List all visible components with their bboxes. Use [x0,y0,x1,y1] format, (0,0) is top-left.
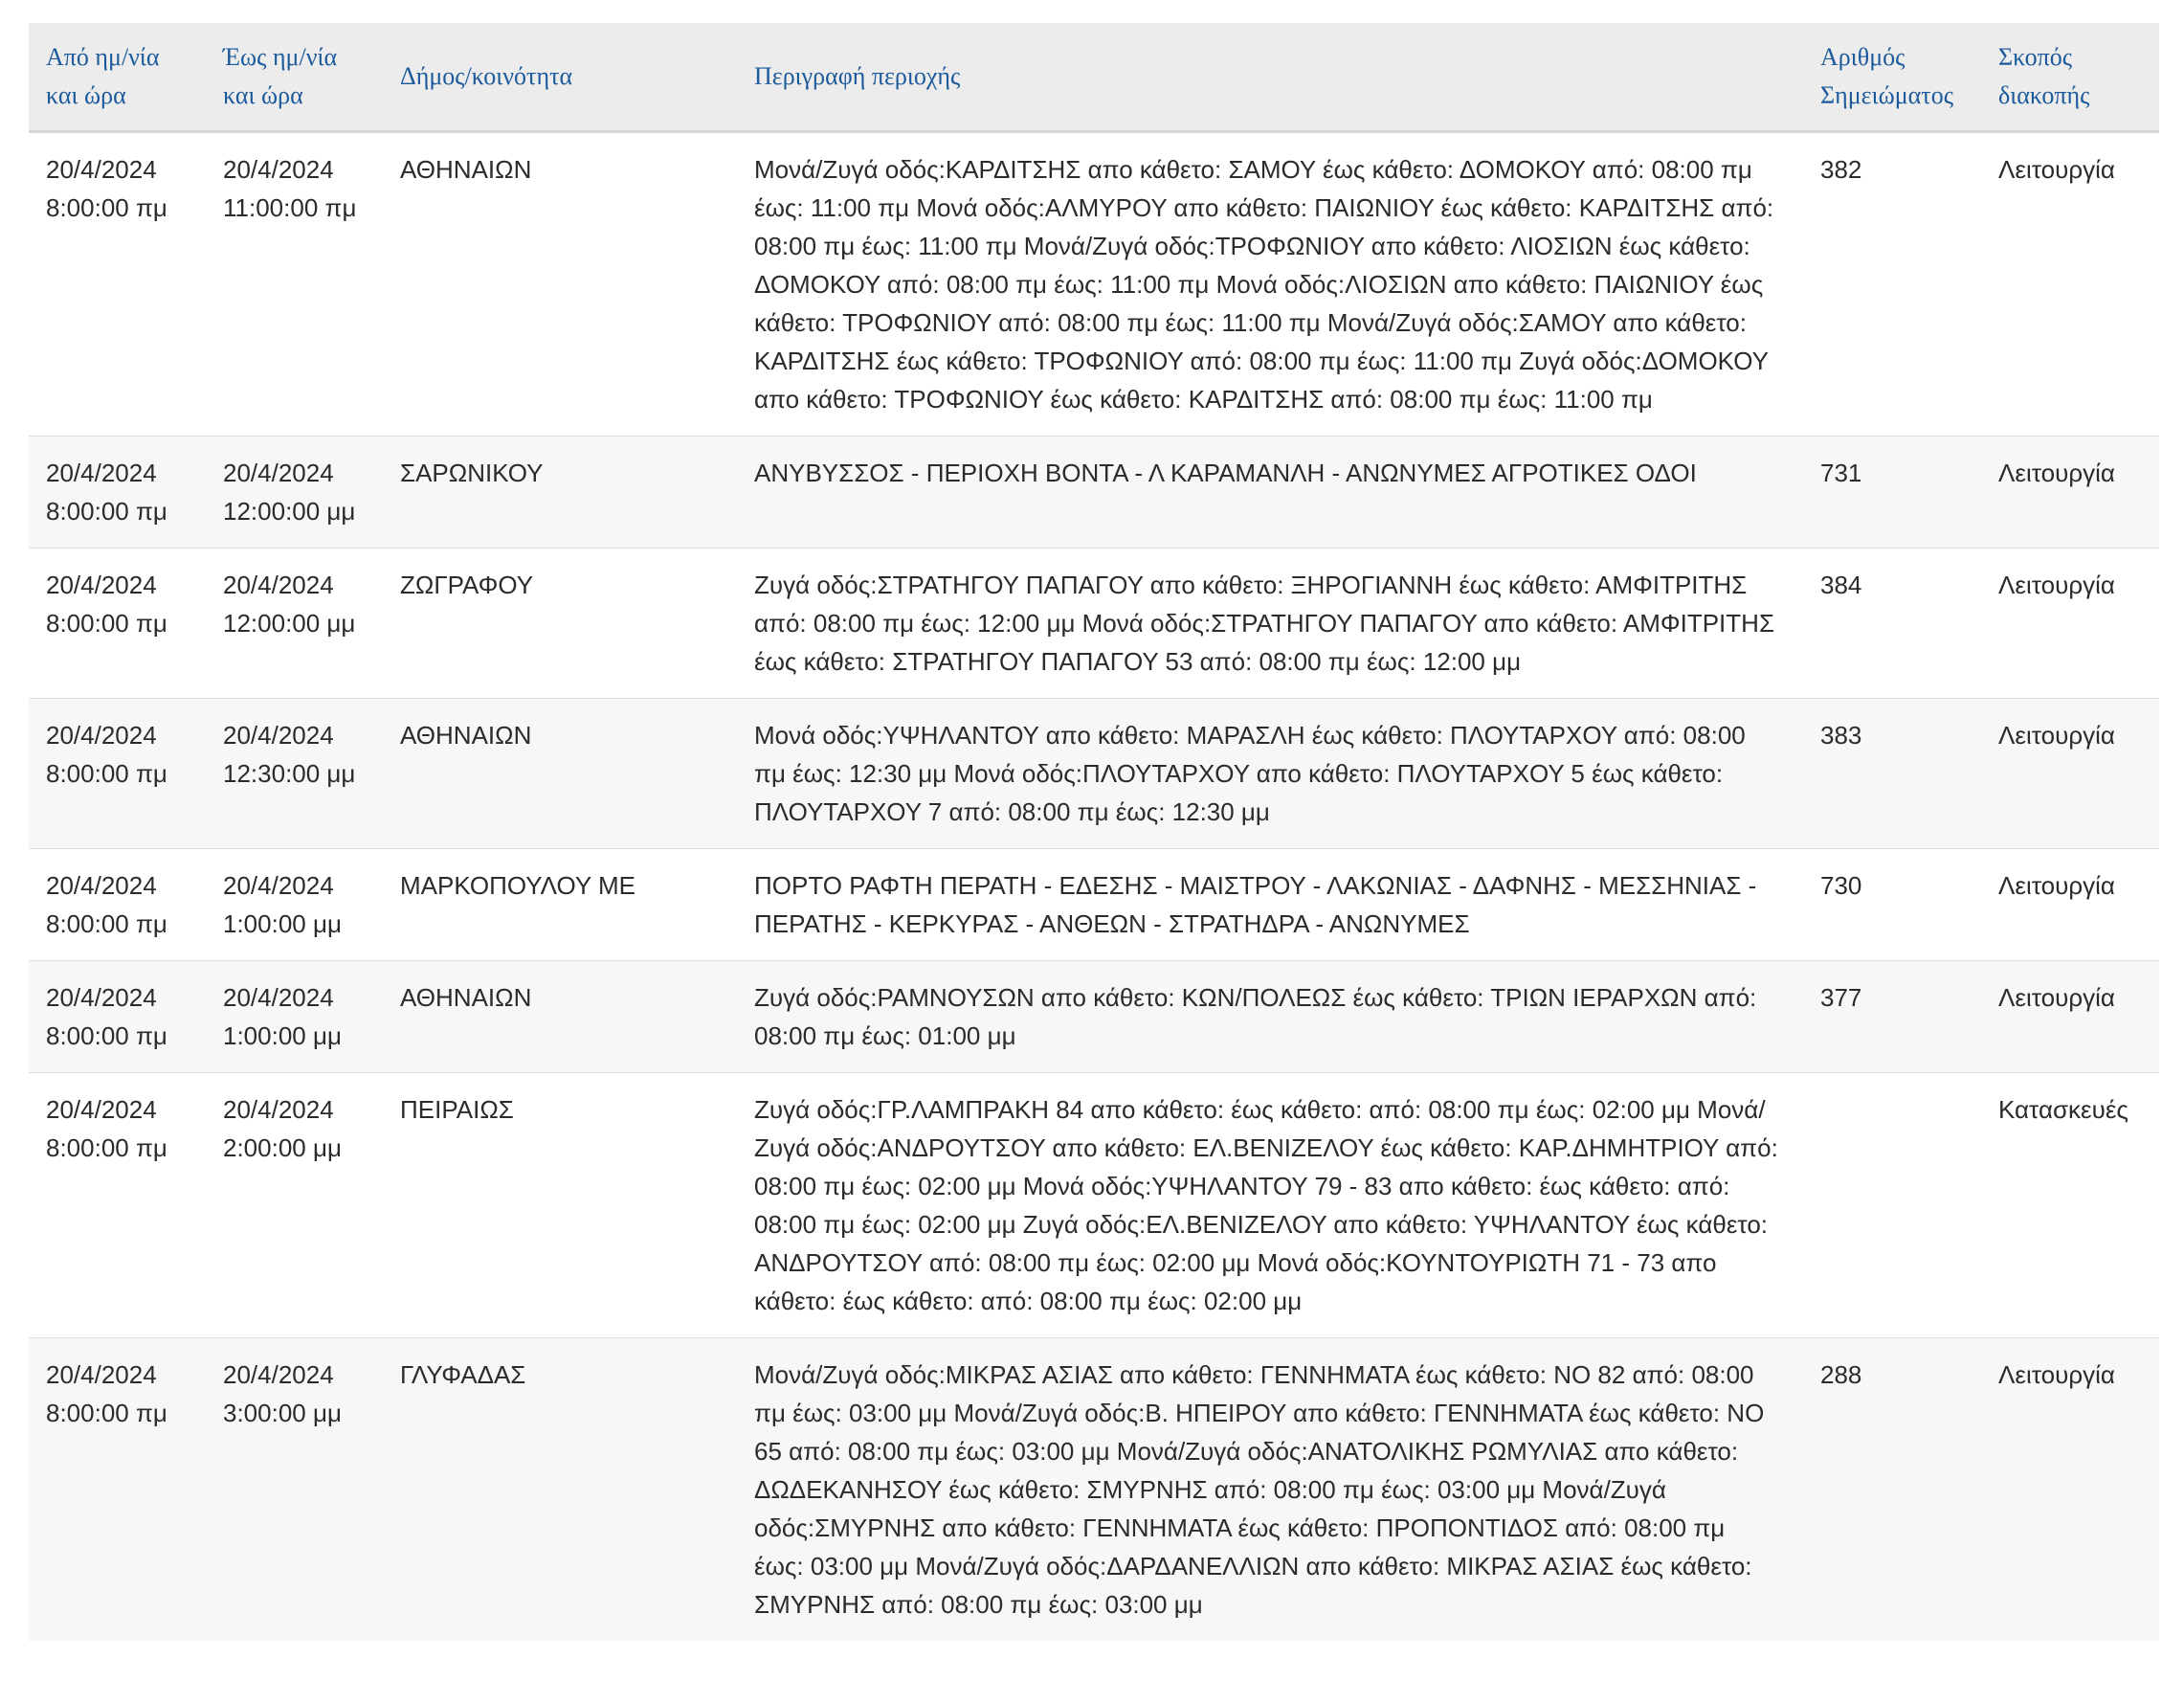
from-date: 20/4/2024 [46,459,157,487]
cell-from [29,549,206,699]
to-date: 20/4/2024 [223,871,334,900]
cell-description: Μονά/Ζυγά οδός:ΚΑΡΔΙΤΣΗΣ απο κάθετο: ΣΑΜΟΥ έως κάθετο: ΔΟΜΟΚΟΥ από: 08:00 πμ έως: 11:00 πμ Μονά οδός:ΑΛΜΥΡΟΥ απο κάθετο: ΠΑΙΩΝΙΟΥ έως κάθετο: ΚΑΡΔΙΤΣΗΣ από: 08:00 πμ έως: 11:00 πμ Μονά/Ζυγά οδός:ΤΡΟΦΩΝΙΟΥ απο κάθετο: ΛΙΟΣΙΩΝ έως κάθετο: ΔΟΜΟΚΟΥ από: 08:00 πμ έως: 11:00 πμ Μονά οδός:ΛΙΟΣΙΩΝ απο κάθετο: ΠΑΙΩΝΙΟΥ έως κάθετο: ΤΡΟΦΩΝΙΟΥ από: 08:00 πμ έως: 11:00 πμ Μονά/Ζυγά οδός:ΣΑΜΟΥ απο κάθετο: ΚΑΡΔΙΤΣΗΣ έως κάθετο: ΤΡΟΦΩΝΙΟΥ από: 08:00 πμ έως: 11:00 πμ Ζυγά οδός:ΔΟΜΟΚΟΥ απο κάθετο: ΤΡΟΦΩΝΙΟΥ έως κάθετο: ΚΑΡΔΙΤΣΗΣ από: 08:00 πμ έως: 11:00 πμ [737,132,1803,437]
header-purpose[interactable] [1981,23,2159,132]
cell-to [206,132,383,437]
from-time: 8:00:00 πμ [46,193,167,222]
cell-to [206,961,383,1073]
table-row [29,699,2159,849]
header-description[interactable] [737,23,1803,132]
to-time: 1:00:00 μμ [223,1021,342,1050]
cell-municipality: ΠΕΙΡΑΙΩΣ [383,1073,737,1338]
to-date: 20/4/2024 [223,1095,334,1124]
cell-to [206,699,383,849]
cell-description: Ζυγά οδός:ΡΑΜΝΟΥΣΩΝ απο κάθετο: ΚΩΝ/ΠΟΛΕΩΣ έως κάθετο: ΤΡΙΩΝ ΙΕΡΑΡΧΩΝ από: 08:00 πμ έως: 01:00 μμ [737,961,1803,1073]
from-time: 8:00:00 πμ [46,759,167,788]
from-date: 20/4/2024 [46,571,157,599]
table-row [29,1073,2159,1338]
to-date: 20/4/2024 [223,721,334,750]
table-row [29,132,2159,437]
cell-municipality: ΣΑΡΩΝΙΚΟΥ [383,437,737,549]
from-time: 8:00:00 πμ [46,1133,167,1162]
cell-from [29,699,206,849]
table-row [29,849,2159,961]
cell-to [206,437,383,549]
from-time: 8:00:00 πμ [46,609,167,638]
cell-municipality: ΓΛΥΦΑΔΑΣ [383,1338,737,1642]
from-time: 8:00:00 πμ [46,1021,167,1050]
header-to-line1: Έως ημ/νία [223,43,338,71]
header-municipality-label: Δήμος/κοινότητα [400,62,573,90]
cell-description: ΠΟΡΤΟ ΡΑΦΤΗ ΠΕΡΑΤΗ - ΕΔΕΣΗΣ - ΜΑΙΣΤΡΟΥ - ΛΑΚΩΝΙΑΣ - ΔΑΦΝΗΣ - ΜΕΣΣΗΝΙΑΣ - ΠΕΡΑΤΗΣ - ΚΕΡΚΥΡΑΣ - ΑΝΘΕΩΝ - ΣΤΡΑΤΗΔΡΑ - ΑΝΩΝΥΜΕΣ [737,849,1803,961]
cell-from [29,1338,206,1642]
cell-municipality: ΖΩΓΡΑΦΟΥ [383,549,737,699]
cell-notice-number: 377 [1803,961,1981,1073]
cell-to [206,549,383,699]
cell-notice-number: 383 [1803,699,1981,849]
cell-notice-number [1803,1073,1981,1338]
to-date: 20/4/2024 [223,571,334,599]
to-date: 20/4/2024 [223,983,334,1012]
cell-notice-number: 731 [1803,437,1981,549]
cell-from [29,1073,206,1338]
cell-notice-number: 384 [1803,549,1981,699]
cell-description: Ζυγά οδός:ΓΡ.ΛΑΜΠΡΑΚΗ 84 απο κάθετο: έως κάθετο: από: 08:00 πμ έως: 02:00 μμ Μονά/Ζυγά οδός:ΑΝΔΡΟΥΤΣΟΥ απο κάθετο: ΕΛ.ΒΕΝΙΖΕΛΟΥ έως κάθετο: ΚΑΡ.ΔΗΜΗΤΡΙΟΥ από: 08:00 πμ έως: 02:00 μμ Μονά οδός:ΥΨΗΛΑΝΤΟΥ 79 - 83 απο κάθετο: έως κάθετο: από: 08:00 πμ έως: 02:00 μμ Ζυγά οδός:ΕΛ.ΒΕΝΙΖΕΛΟΥ απο κάθετο: ΥΨΗΛΑΝΤΟΥ έως κάθετο: ΑΝΔΡΟΥΤΣΟΥ από: 08:00 πμ έως: 02:00 μμ Μονά οδός:ΚΟΥΝΤΟΥΡΙΩΤΗ 71 - 73 απο κάθετο: έως κάθετο: από: 08:00 πμ έως: 02:00 μμ [737,1073,1803,1338]
header-purpose-line1: Σκοπός [1998,43,2073,71]
header-notice-line2: Σημειώματος [1820,81,1954,109]
cell-from [29,849,206,961]
to-date: 20/4/2024 [223,1360,334,1389]
cell-purpose: Λειτουργία [1981,549,2159,699]
from-date: 20/4/2024 [46,1095,157,1124]
from-time: 8:00:00 πμ [46,909,167,938]
from-time: 8:00:00 πμ [46,1399,167,1427]
cell-from [29,961,206,1073]
table-row [29,549,2159,699]
to-date: 20/4/2024 [223,459,334,487]
cell-purpose: Λειτουργία [1981,132,2159,437]
cell-description: Μονά οδός:ΥΨΗΛΑΝΤΟΥ απο κάθετο: ΜΑΡΑΣΛΗ έως κάθετο: ΠΛΟΥΤΑΡΧΟΥ από: 08:00 πμ έως: 12:30 μμ Μονά οδός:ΠΛΟΥΤΑΡΧΟΥ απο κάθετο: ΠΛΟΥΤΑΡΧΟΥ 5 έως κάθετο: ΠΛΟΥΤΑΡΧΟΥ 7 από: 08:00 πμ έως: 12:30 μμ [737,699,1803,849]
from-date: 20/4/2024 [46,721,157,750]
table-body [29,132,2159,1642]
cell-purpose: Λειτουργία [1981,961,2159,1073]
to-time: 2:00:00 μμ [223,1133,342,1162]
cell-notice-number: 288 [1803,1338,1981,1642]
header-to-line2: και ώρα [223,81,303,109]
cell-description: Μονά/Ζυγά οδός:ΜΙΚΡΑΣ ΑΣΙΑΣ απο κάθετο: ΓΕΝΝΗΜΑΤΑ έως κάθετο: ΝΟ 82 από: 08:00 πμ έως: 03:00 μμ Μονά/Ζυγά οδός:Β. ΗΠΕΙΡΟΥ απο κάθετο: ΓΕΝΝΗΜΑΤΑ έως κάθετο: ΝΟ 65 από: 08:00 πμ έως: 03:00 μμ Μονά/Ζυγά οδός:ΑΝΑΤΟΛΙΚΗΣ ΡΩΜΥΛΙΑΣ απο κάθετο: ΔΩΔΕΚΑΝΗΣΟΥ έως κάθετο: ΣΜΥΡΝΗΣ από: 08:00 πμ έως: 03:00 μμ Μονά/Ζυγά οδός:ΣΜΥΡΝΗΣ απο κάθετο: ΓΕΝΝΗΜΑΤΑ έως κάθετο: ΠΡΟΠΟΝΤΙΔΟΣ από: 08:00 πμ έως: 03:00 μμ Μονά/Ζυγά οδός:ΔΑΡΔΑΝΕΛΛΙΩΝ απο κάθετο: ΜΙΚΡΑΣ ΑΣΙΑΣ έως κάθετο: ΣΜΥΡΝΗΣ από: 08:00 πμ έως: 03:00 μμ [737,1338,1803,1642]
from-time: 8:00:00 πμ [46,497,167,526]
to-time: 12:30:00 μμ [223,759,356,788]
cell-purpose: Κατασκευές [1981,1073,2159,1338]
table-row [29,1338,2159,1642]
header-notice-number[interactable] [1803,23,1981,132]
cell-municipality: ΑΘΗΝΑΙΩΝ [383,132,737,437]
cell-description: ΑΝΥΒΥΣΣΟΣ - ΠΕΡΙΟΧΗ ΒΟΝΤΑ - Λ ΚΑΡΑΜΑΝΛΗ - ΑΝΩΝΥΜΕΣ ΑΓΡΟΤΙΚΕΣ ΟΔΟΙ [737,437,1803,549]
cell-description: Ζυγά οδός:ΣΤΡΑΤΗΓΟΥ ΠΑΠΑΓΟΥ απο κάθετο: ΞΗΡΟΓΙΑΝΝΗ έως κάθετο: ΑΜΦΙΤΡΙΤΗΣ από: 08:00 πμ έως: 12:00 μμ Μονά οδός:ΣΤΡΑΤΗΓΟΥ ΠΑΠΑΓΟΥ απο κάθετο: ΑΜΦΙΤΡΙΤΗΣ έως κάθετο: ΣΤΡΑΤΗΓΟΥ ΠΑΠΑΓΟΥ 53 από: 08:00 πμ έως: 12:00 μμ [737,549,1803,699]
cell-municipality: ΜΑΡΚΟΠΟΥΛΟΥ ΜΕ [383,849,737,961]
outage-table [29,23,2159,1641]
cell-notice-number: 382 [1803,132,1981,437]
cell-municipality: ΑΘΗΝΑΙΩΝ [383,699,737,849]
cell-purpose: Λειτουργία [1981,1338,2159,1642]
header-municipality[interactable] [383,23,737,132]
from-date: 20/4/2024 [46,871,157,900]
table-row [29,961,2159,1073]
header-from-line1: Από ημ/νία [46,43,160,71]
from-date: 20/4/2024 [46,155,157,184]
header-notice-line1: Αριθμός [1820,43,1905,71]
outage-table-container [29,23,2159,1641]
header-purpose-line2: διακοπής [1998,81,2090,109]
to-time: 3:00:00 μμ [223,1399,342,1427]
table-header [29,23,2159,132]
header-description-label: Περιγραφή περιοχής [754,62,961,90]
header-from-datetime[interactable] [29,23,206,132]
cell-from [29,132,206,437]
cell-to [206,1073,383,1338]
cell-to [206,849,383,961]
cell-purpose: Λειτουργία [1981,437,2159,549]
cell-from [29,437,206,549]
cell-notice-number: 730 [1803,849,1981,961]
cell-to [206,1338,383,1642]
cell-purpose: Λειτουργία [1981,699,2159,849]
to-time: 1:00:00 μμ [223,909,342,938]
to-time: 12:00:00 μμ [223,609,356,638]
table-row [29,437,2159,549]
header-from-line2: και ώρα [46,81,126,109]
to-time: 12:00:00 μμ [223,497,356,526]
cell-municipality: ΑΘΗΝΑΙΩΝ [383,961,737,1073]
to-date: 20/4/2024 [223,155,334,184]
header-to-datetime[interactable] [206,23,383,132]
cell-purpose: Λειτουργία [1981,849,2159,961]
from-date: 20/4/2024 [46,983,157,1012]
header-row [29,23,2159,132]
to-time: 11:00:00 πμ [223,193,357,222]
from-date: 20/4/2024 [46,1360,157,1389]
